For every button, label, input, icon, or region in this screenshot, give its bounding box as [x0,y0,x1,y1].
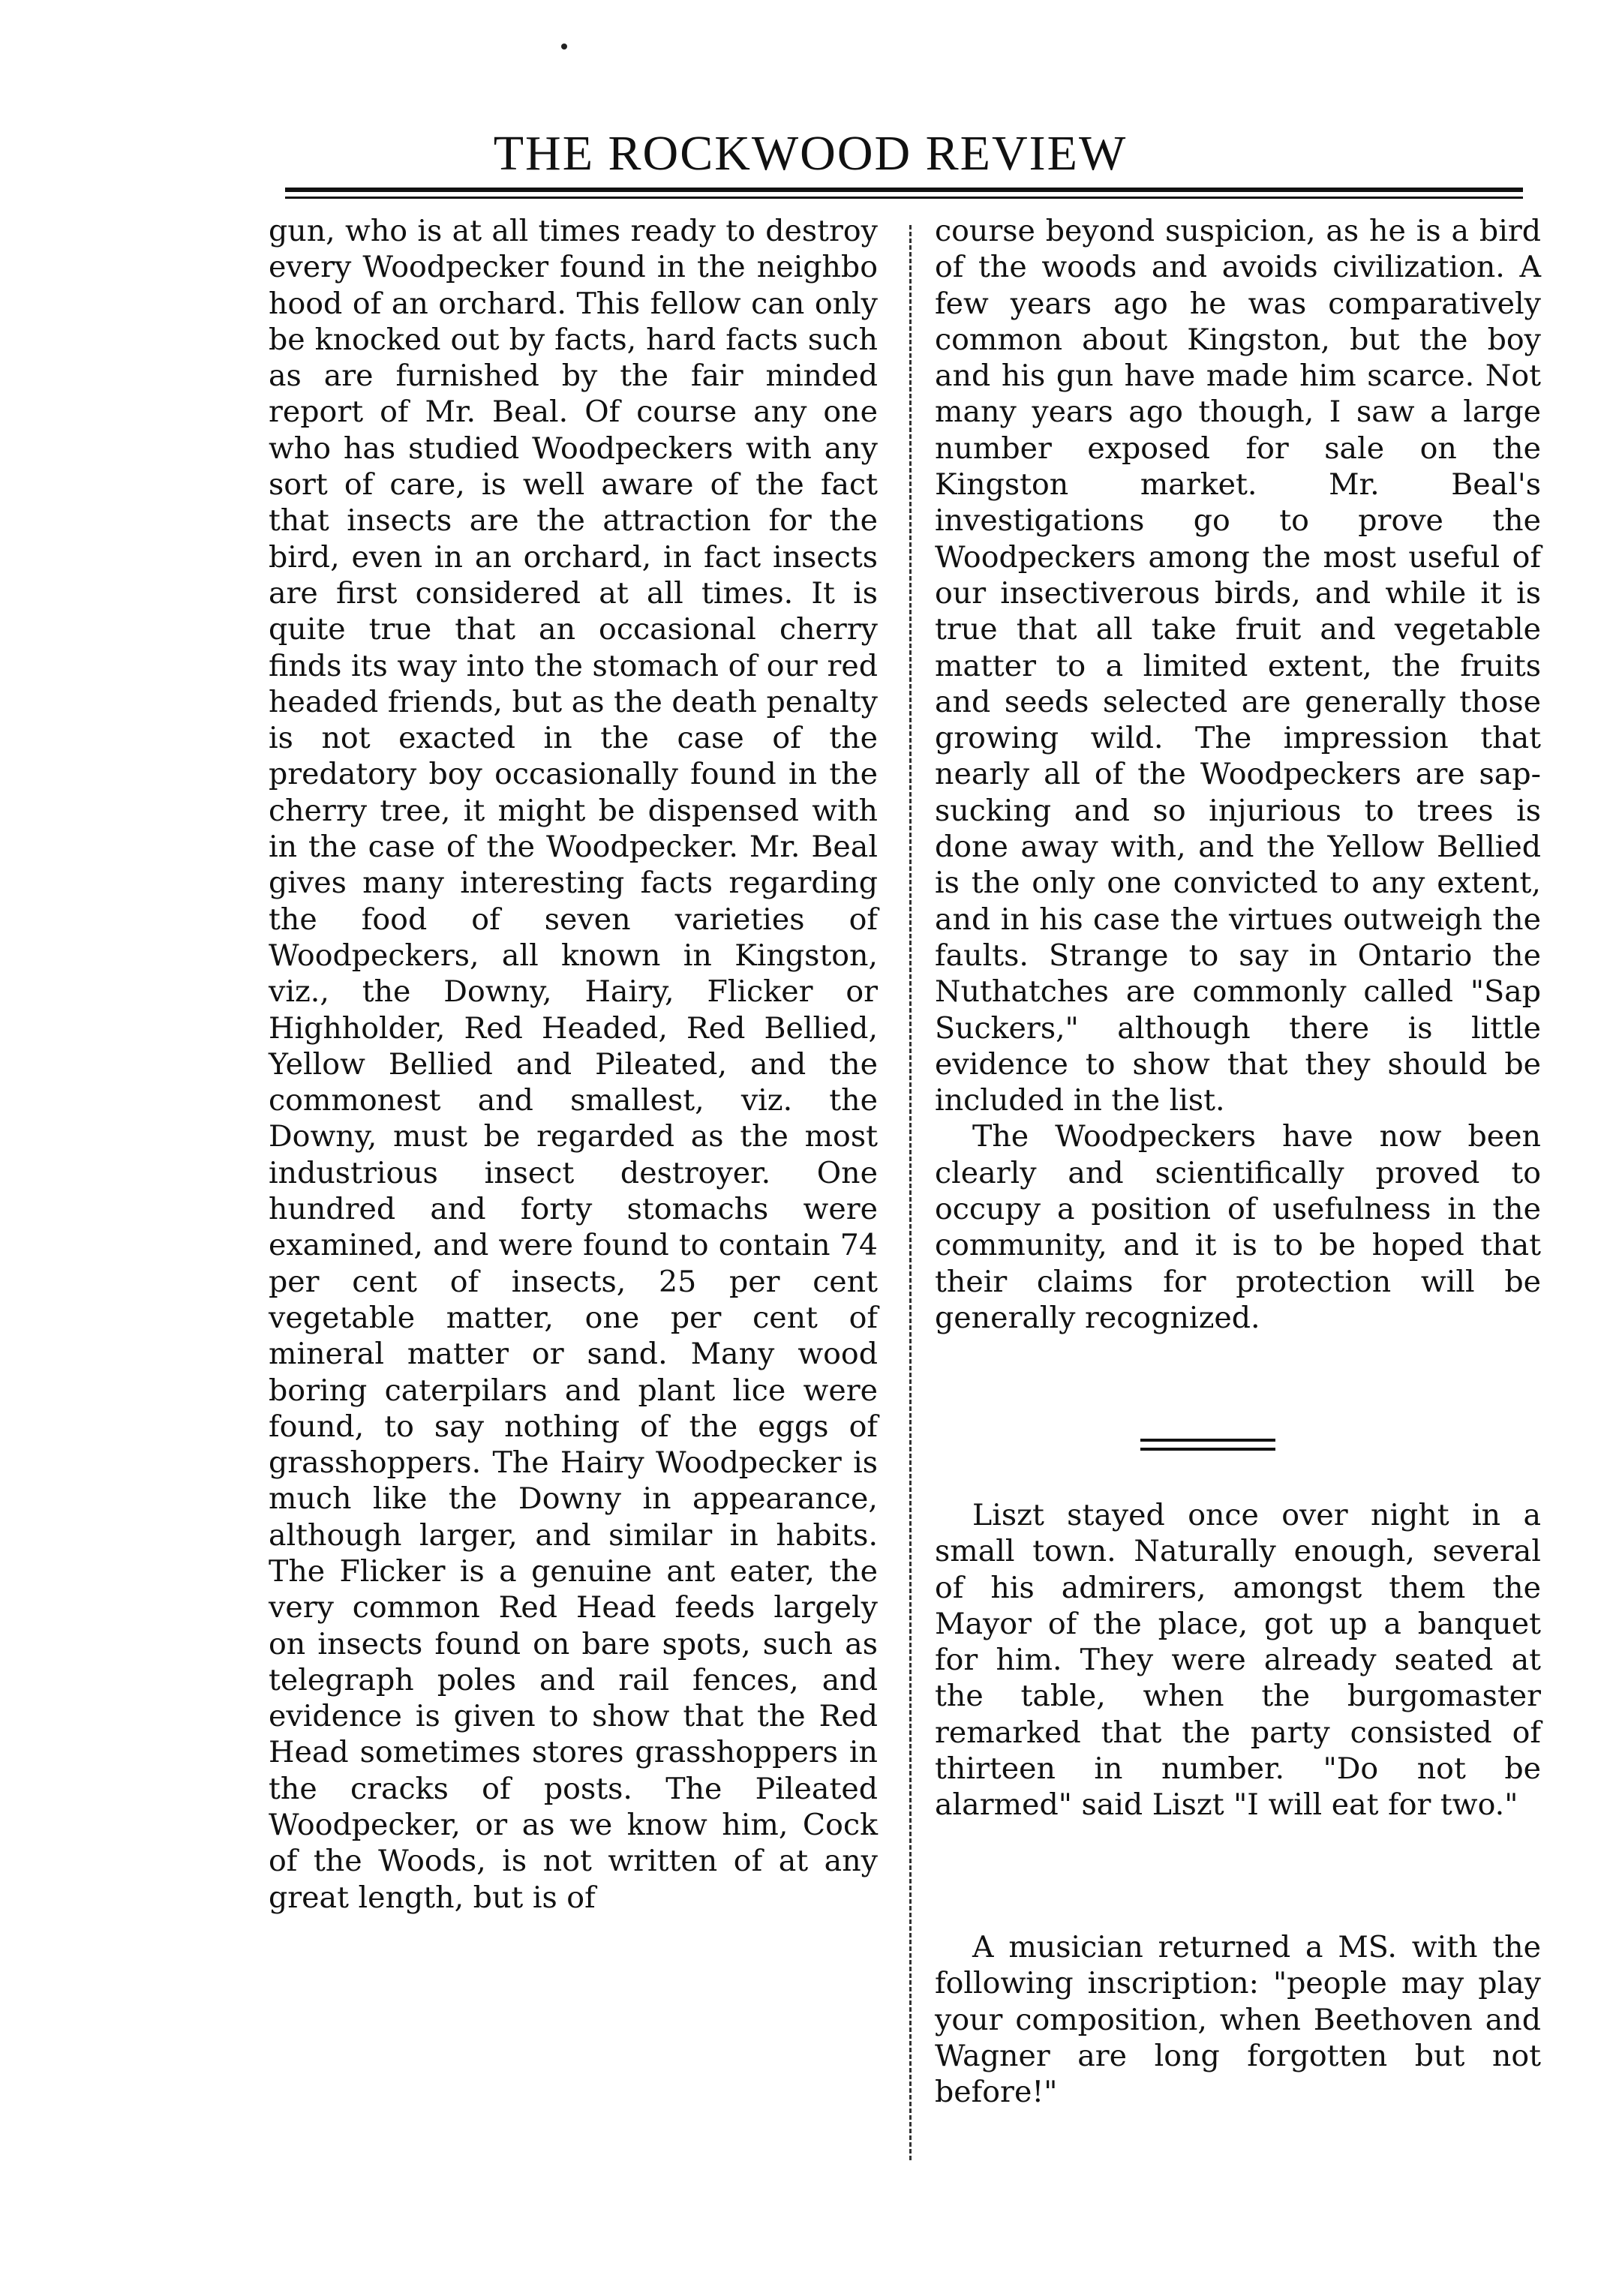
print-speck [561,44,567,50]
section-divider-bottom [1140,1448,1275,1451]
header-rule-thin [285,197,1523,199]
column-divider [909,225,912,2160]
section-divider-top [1140,1439,1275,1442]
musician-anecdote: A musician returned a MS. with the following inscription: "people may play your composition, when Beethoven and Wagner are long forgotten but not before!" [935,1930,1541,2110]
right-column-paragraph-2: The Woodpeckers have now been clearly and scientifically proved to occupy a position of usefulness in the community, and it is to be hoped that their claims for protection will be generally recognized. [935,1119,1541,1335]
left-column-text: gun, who is at all times ready to destroy every Woodpecker found in the neighbo hood of an orchard. This fellow can only be knocked out by facts, hard facts such as are furnished by the fair minded report of Mr. Beal. Of course any one who has studied Woodpeckers with any sort of care, is well aware of the fact that insects are the attraction for the bird, even in an orchard, in fact insects are first considered at all times. It is quite true that an occasional cherry finds its way into the stomach of our red headed friends, but as the death penalty is not exacted in the case of the predatory boy occasionally found in the cherry tree, it might be dispensed with in the case of the Woodpecker. Mr. Beal gives many interesting facts regarding the food of seven varieties of Woodpeckers, all known in Kingston, viz., the Downy, Hairy, Flicker or Highholder, Red Headed, Red Bellied, Yellow Bellied and Pileated, and the commonest and smallest, viz. the Downy, must be regarded as the most industrious insect destroyer. One hundred and forty stomachs were examined, and were found to contain 74 per cent of insects, 25 per cent vegetable matter, one per cent of mineral matter or sand. Many wood boring caterpilars and plant lice were found, to say nothing of the eggs of grasshoppers. The Hairy Woodpecker is much like the Downy in appearance, although larger, and similar in habits. The Flicker is a genuine ant eater, the very common Red Head feeds largely on insects found on bare spots, such as telegraph poles and rail fences, and evidence is given to show that the Red Head sometimes stores grasshoppers in the cracks of posts. The Pileated Woodpecker, or as we know him, Cock of the Woods, is not written of at any great length, but is of [269,214,878,1915]
header-rule-thick [285,188,1523,192]
right-column-paragraph-1: course beyond suspicion, as he is a bird of the woods and avoids civilization. A few years ago he was comparatively common about Kingston, but the boy and his gun have made him scarce. Not many years ago though, I saw a large number exposed for sale on the Kingston market. Mr. Beal's investigations go to prove the Woodpeckers among the most useful of our insectiverous birds, and while it is true that all take fruit and vegetable matter to a limited extent, the fruits and seeds selected are generally those growing wild. The impression that nearly all of the Woodpeckers are sap-sucking and so injurious to trees is done away with, and the Yellow Bellied is the only one convicted to any extent, and in his case the virtues outweigh the faults. Strange to say in Ontario the Nuthatches are commonly called "Sap Suckers," although there is little evidence to show that they should be included in the list. [935,214,1541,1118]
left-column [269,213,878,1916]
liszt-anecdote: Liszt stayed once over night in a small town. Naturally enough, several of his admirers, amongst them the Mayor of the place, got up a banquet for him. They were already seated at the table, when the burgomaster remarked that the party consisted of thirteen in number. "Do not be alarmed" said Liszt "I will eat for two." [935,1498,1541,1823]
page-header: THE ROCKWOOD REVIEW [493,126,1128,181]
right-column [935,213,1541,1336]
